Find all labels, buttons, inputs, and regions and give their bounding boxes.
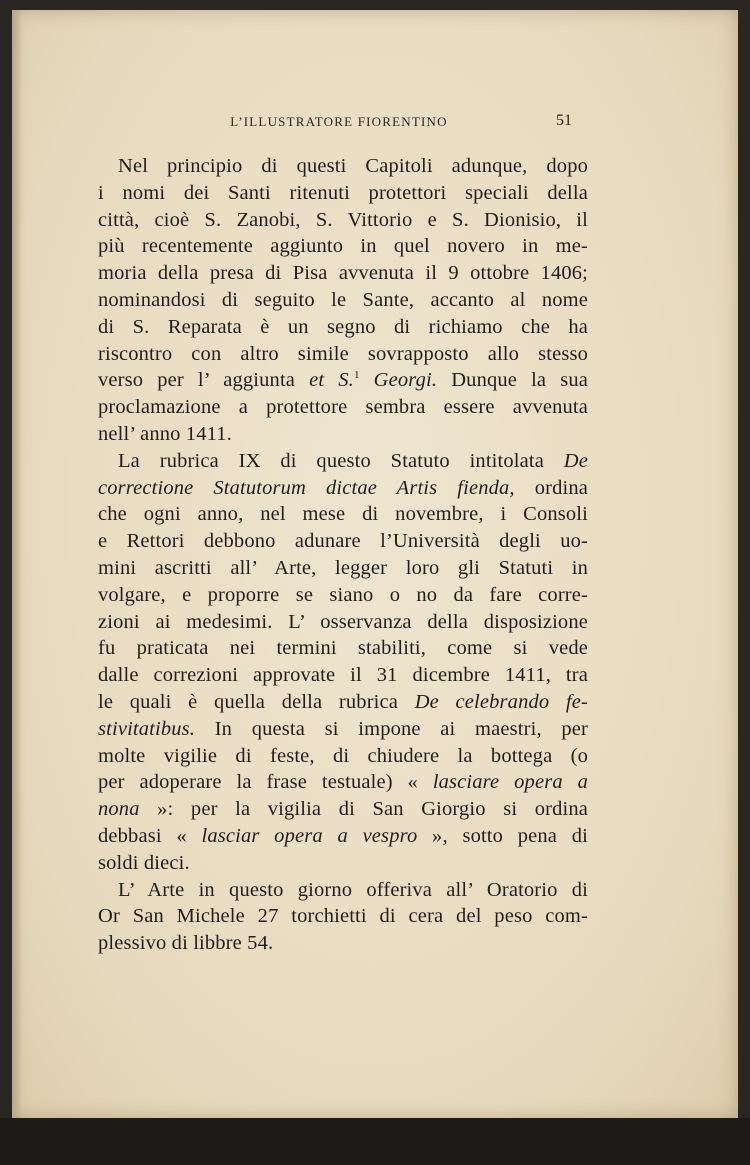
text-segment: che ogni anno, nel mese di novembre, i Consoli	[98, 503, 588, 526]
paragraph	[98, 448, 588, 877]
text-line	[98, 716, 588, 743]
text-segment: Nel principio di questi Capitoli adunque, dopo	[118, 155, 588, 177]
running-title: L’ILLUSTRATORE FIORENTINO	[230, 114, 448, 129]
italic-text: lasciare opera a	[432, 771, 588, 794]
text-segment: proclamazione a protettore sembra essere avvenuta	[98, 396, 588, 419]
text-line	[98, 421, 588, 448]
scan-background	[0, 1118, 750, 1165]
text-segment: Dunque la sua	[437, 369, 589, 392]
text-line	[98, 582, 588, 609]
text-line	[98, 528, 588, 555]
page-gutter-shadow	[12, 10, 22, 1118]
text-segment: In questa si impone ai maestri, per	[195, 717, 588, 740]
italic-text: correctione Statutorum dictae Artis fienda,	[98, 476, 515, 499]
text-segment: plessivo di libbre 54.	[98, 932, 274, 955]
text-line	[98, 609, 588, 636]
text-segment: ordina	[514, 476, 588, 499]
text-segment: », sotto pena di	[417, 824, 589, 847]
text-segment: molte vigilie di feste, di chiudere la bottega (o	[98, 744, 588, 767]
text-segment: debbasi «	[98, 824, 202, 847]
text-line	[98, 287, 588, 314]
italic-text: De	[563, 449, 588, 472]
text-line	[98, 823, 588, 850]
text-line	[98, 796, 588, 823]
text-line	[98, 341, 588, 368]
text-segment: soldi dieci.	[98, 851, 190, 874]
page-number: 51	[556, 112, 572, 129]
text-line	[98, 769, 588, 796]
text-segment: volgare, e proporre se siano o no da fare corre-	[98, 583, 588, 606]
text-line	[98, 367, 588, 394]
text-segment: Or San Michele 27 torchietti di cera del peso com-	[98, 905, 588, 928]
body-text	[98, 153, 588, 957]
text-line	[98, 153, 588, 180]
text-segment: fu praticata nei termini stabiliti, come si vede	[98, 637, 588, 660]
text-line	[98, 501, 588, 528]
text-segment: moria della presa di Pisa avvenuta il 9 ottobre 1406;	[98, 262, 588, 285]
text-line	[98, 555, 588, 582]
italic-text: De celebrando fe-	[414, 690, 588, 713]
text-segment: mini ascritti all’ Arte, legger loro gli Statuti in	[98, 556, 588, 579]
text-line	[98, 448, 588, 475]
text-segment: le quali è quella della rubrica	[98, 690, 415, 713]
text-segment: i nomi dei Santi ritenuti protettori speciali della	[98, 181, 588, 204]
text-segment: »: per la vigilia di San Giorgio si ordina	[139, 798, 588, 821]
text-segment: nominandosi di seguito le Sante, accanto al nome	[98, 288, 588, 311]
text-segment: nell’ anno 1411.	[98, 422, 232, 445]
italic-text: et S.	[309, 369, 354, 392]
text-segment: città, cioè S. Zanobi, S. Vittorio e S. Dionisio, il	[98, 208, 588, 231]
italic-text: nona	[98, 798, 140, 821]
text-line	[98, 903, 588, 930]
text-segment: zioni ai medesimi. L’ osservanza della disposizione	[98, 610, 588, 633]
italic-text: Georgi.	[359, 369, 438, 392]
text-line	[98, 635, 588, 662]
text-segment: riscontro con altro simile sovrapposto allo stesso	[98, 342, 588, 365]
text-line	[98, 233, 588, 260]
text-segment: L’ Arte in questo giorno offeriva all’ Oratorio di	[118, 878, 588, 901]
paragraph	[98, 877, 588, 957]
text-line	[98, 207, 588, 234]
text-segment: verso per l’ aggiunta	[98, 369, 310, 392]
text-line	[98, 743, 588, 770]
italic-text: lasciar opera a vespro	[201, 824, 418, 847]
text-line	[98, 850, 588, 877]
footnote-marker: 1	[353, 369, 360, 382]
text-segment: La rubrica IX di questo Statuto intitolata	[118, 449, 564, 472]
page-header	[98, 108, 580, 132]
text-line	[98, 260, 588, 287]
text-line	[98, 314, 588, 341]
text-line	[98, 180, 588, 207]
text-line	[98, 662, 588, 689]
text-segment: di S. Reparata è un segno di richiamo che ha	[98, 315, 588, 338]
paragraph	[98, 153, 588, 448]
text-line	[98, 689, 588, 716]
text-line	[98, 394, 588, 421]
text-segment: dalle correzioni approvate il 31 dicembre 1411, tra	[98, 664, 588, 687]
text-segment: per adoperare la frase testuale) «	[98, 771, 433, 794]
text-line	[98, 877, 588, 904]
text-segment: più recentemente aggiunto in quel novero in me-	[98, 235, 588, 258]
italic-text: stivitatibus.	[98, 717, 196, 740]
text-line	[98, 930, 588, 957]
text-line	[98, 475, 588, 502]
text-segment: e Rettori debbono adunare l’Università degli uo-	[98, 530, 588, 553]
